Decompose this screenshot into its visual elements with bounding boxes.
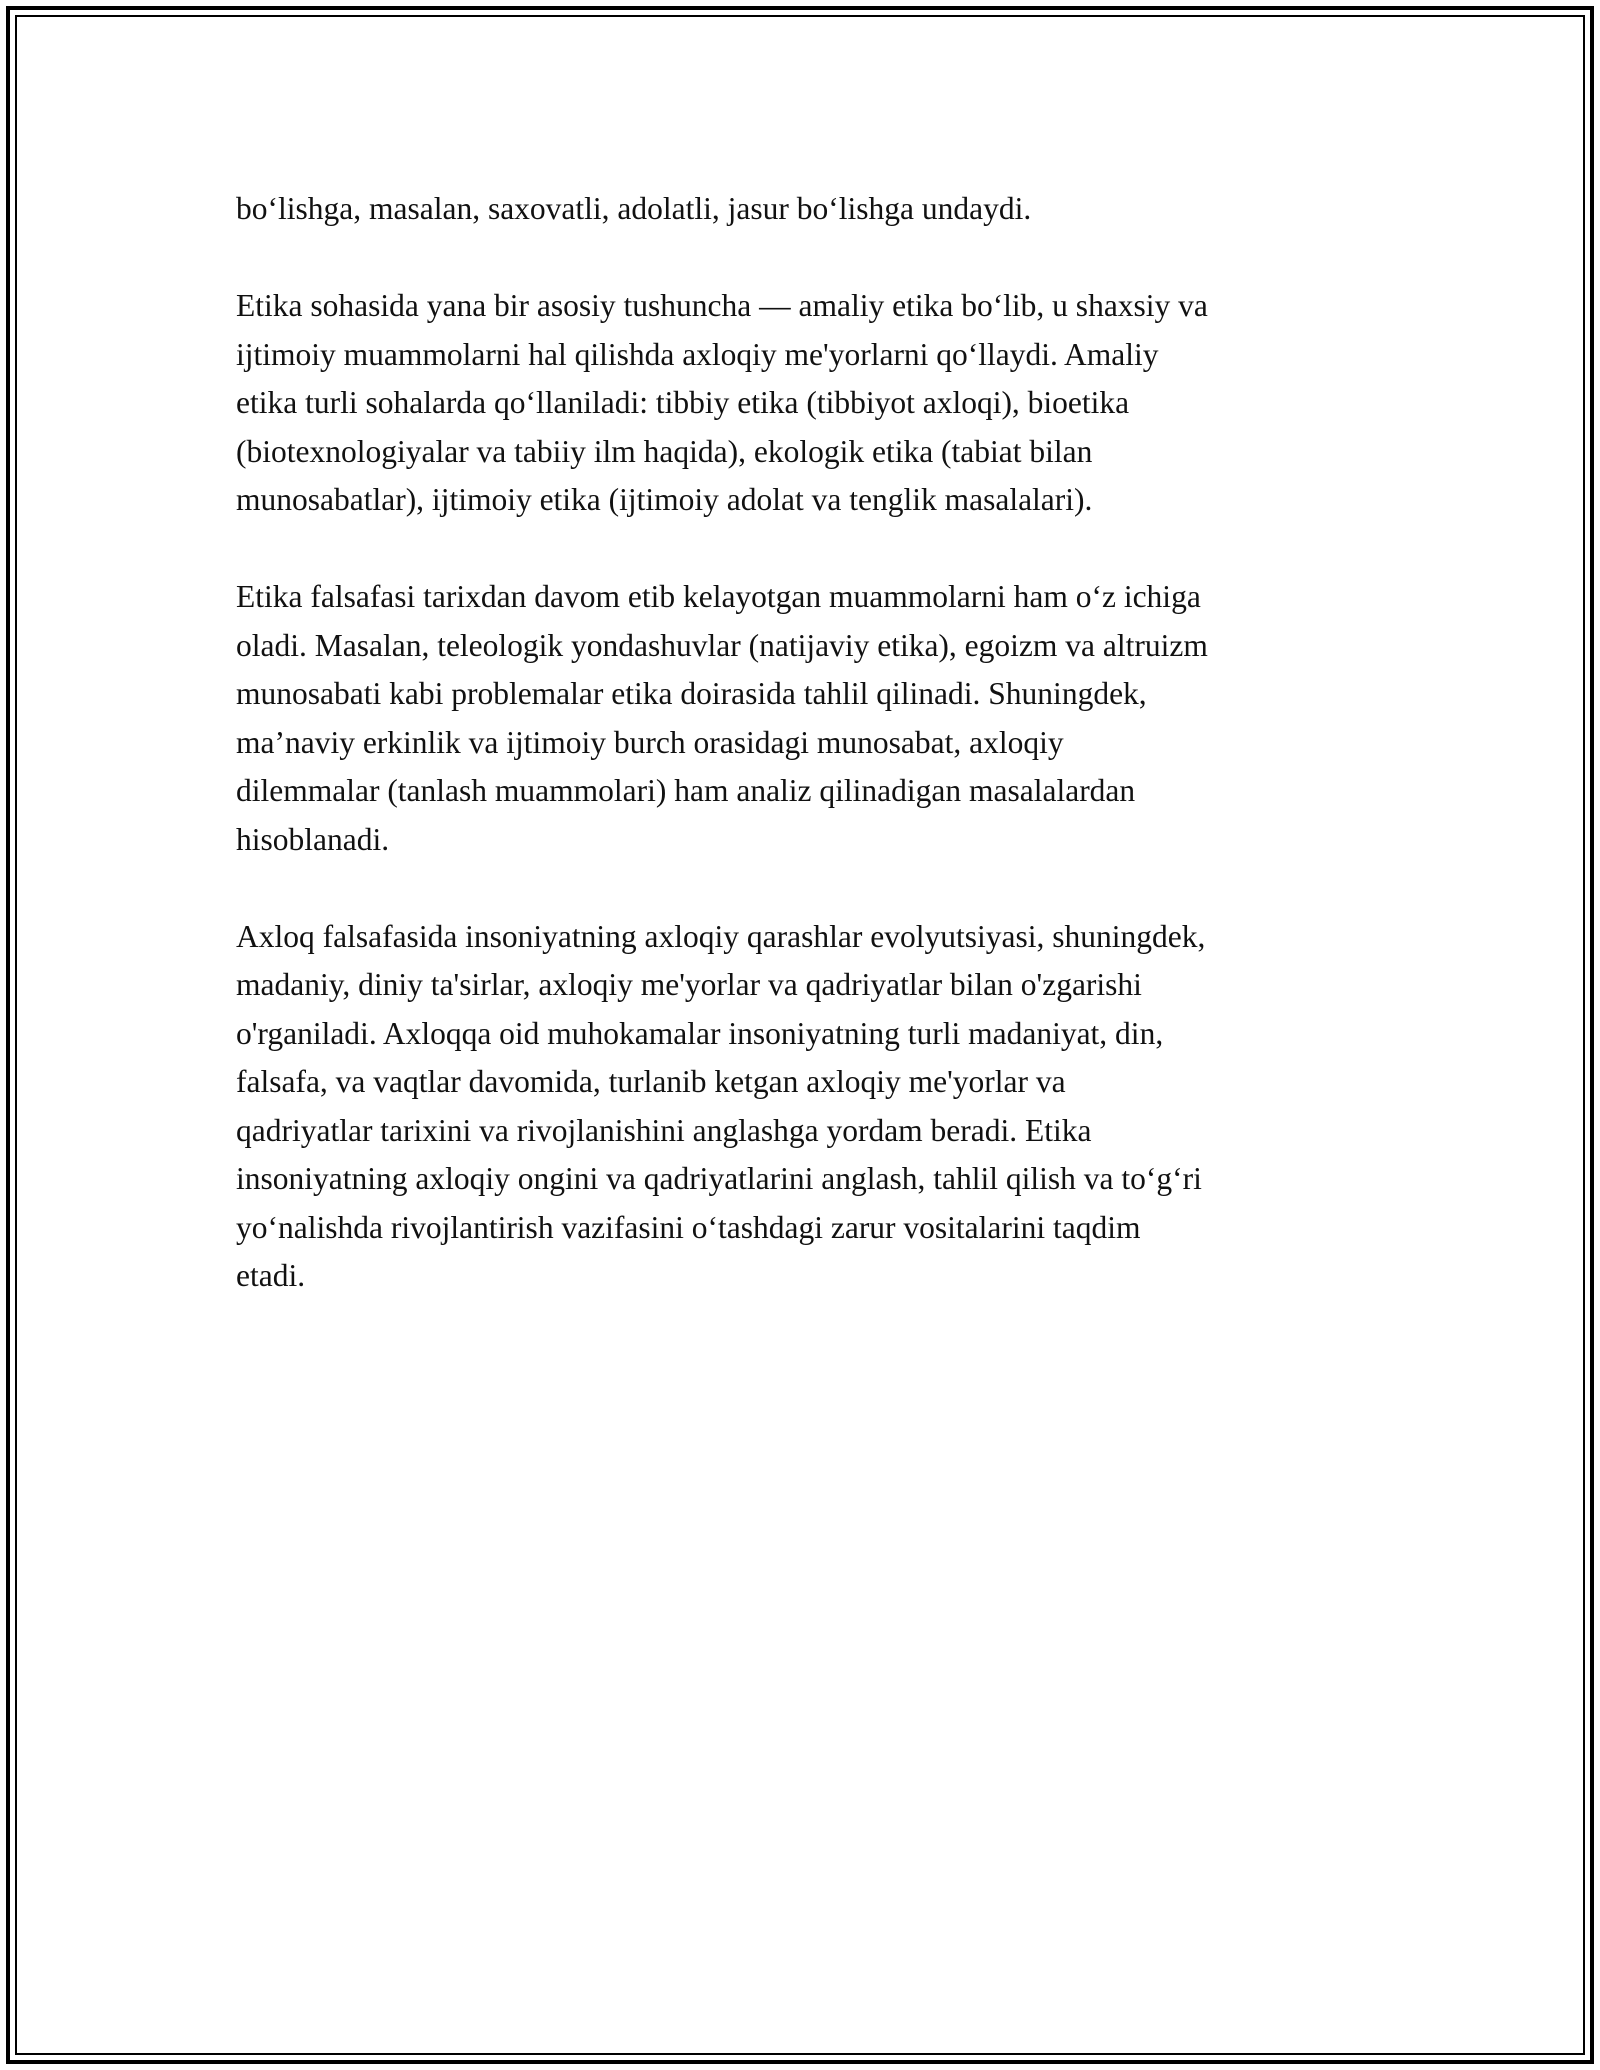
paragraph: Etika falsafasi tarixdan davom etib kelayotgan muammolarni ham o‘z ichiga oladi. Masalan, teleologik yondashuvlar (natijaviy etika), egoizm va altruizm munosabati kabi problemalar etika doirasida tahlil qilinadi. Shuningdek, ma’naviy erkinlik va ijtimoiy burch orasidagi munosabat, axloqiy dilemmalar (tanlash muammolari) ham analiz qilinadigan masalalardan hisoblanadi. — [236, 579, 1208, 857]
paragraph: Etika sohasida yana bir asosiy tushuncha — amaliy etika bo‘lib, u shaxsiy va ijtimoiy muammolarni hal qilishda axloqiy me'yorlarni qo‘llaydi. Amaliy etika turli sohalarda qo‘llaniladi: tibbiy etika (tibbiyot axloqi), bioetika (biotexnologiyalar va tabiiy ilm haqida), ekologik etika (tabiat bilan munosabatlar), ijtimoiy etika (ijtimoiy adolat va tenglik masalalari). — [236, 288, 1208, 517]
document-body — [236, 185, 1376, 1349]
paragraph: Axloq falsafasida insoniyatning axloqiy qarashlar evolyutsiyasi, shuningdek, madaniy, diniy ta'sirlar, axloqiy me'yorlar va qadriyatlar bilan o'zgarishi o'rganiladi. Axloqqa oid muhokamalar insoniyatning turli madaniyat, din, falsafa, va vaqtlar davomida, turlanib ketgan axloqiy me'yorlar va qadriyatlar tarixini va rivojlanishini anglashga yordam beradi. Etika insoniyatning axloqiy ongini va qadriyatlarini anglash, tahlil qilish va to‘g‘ri yo‘nalishda rivojlantirish vazifasini o‘tashdagi zarur vositalarini taqdim etadi. — [236, 918, 1206, 1293]
paragraph: bo‘lishga, masalan, saxovatli, adolatli, jasur bo‘lishga undaydi. — [236, 191, 1032, 226]
